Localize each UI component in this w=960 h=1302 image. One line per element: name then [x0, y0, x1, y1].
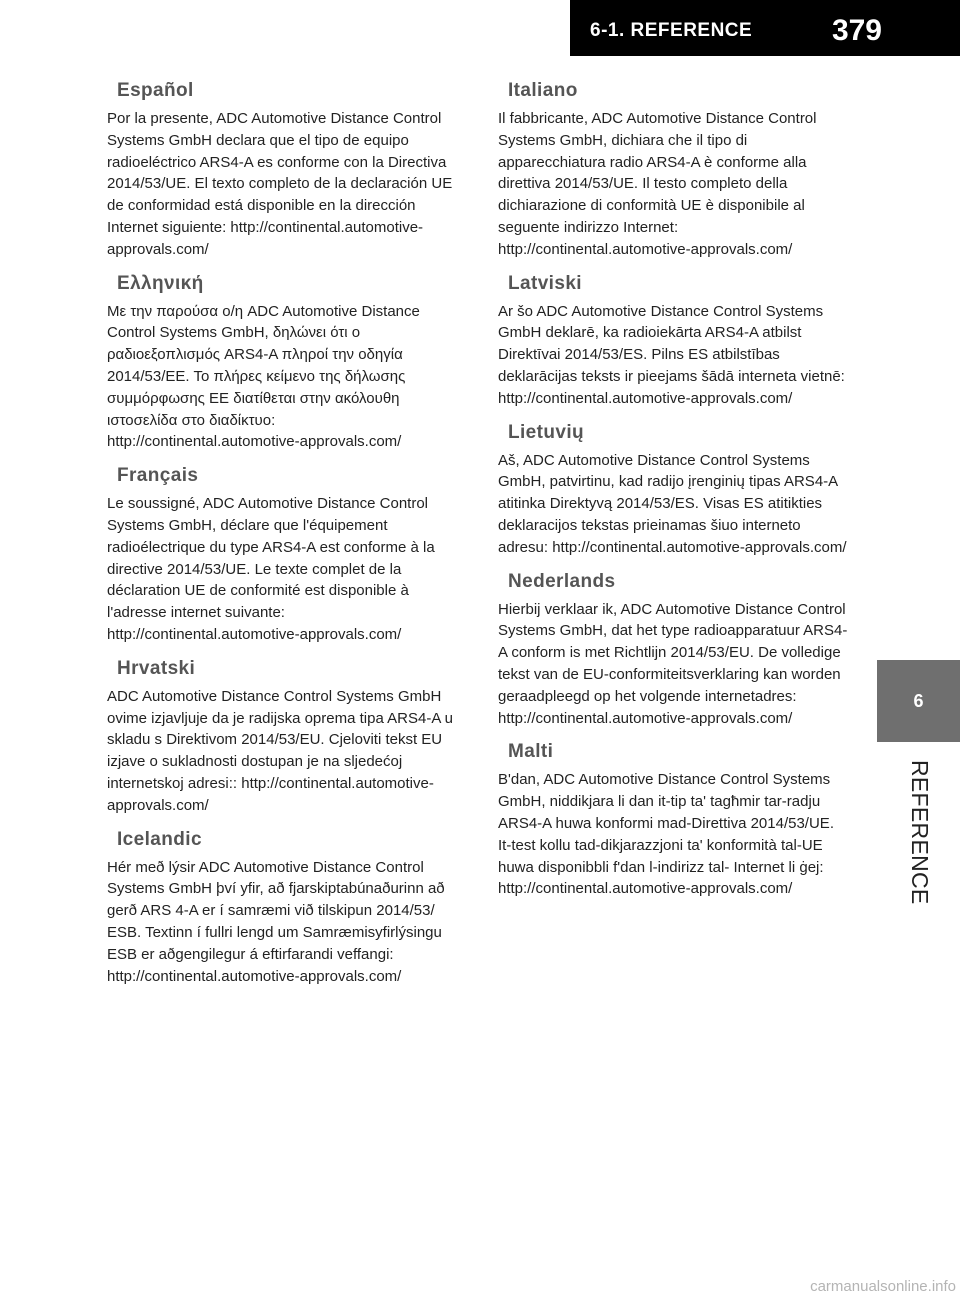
section-text: Hér með lýsir ADC Automotive Distance Control Systems GmbH því yfir, að fjarskiptabúnaðurinn að gerð ARS 4-A er í samræmi við tilskipun 2014/53/ ESB. Textinn í fullri lengd um Samræmisyfirlýsingu ESB er aðgengilegur á eftirfarandi veffangi: http://continental.automotive-approvals.com/ — [107, 858, 445, 985]
left-column — [107, 80, 465, 999]
section-text: Με την παρούσα ο/η ADC Automotive Distance Control Systems GmbH, δηλώνει ότι ο ραδιοεξοπλισμός ARS4-A πληροί την οδηγία 2014/53/ΕΕ. Το πλήρες κείμενο της δήλωσης συμμόρφωσης ΕΕ διατίθεται στην ακόλουθη ιστοσελίδα στο διαδίκτυο: http://continental.automotive-approvals.com/ — [107, 302, 420, 451]
section-heading: Español — [117, 80, 194, 101]
section-italiano — [498, 80, 850, 261]
section-text: ADC Automotive Distance Control Systems GmbH ovime izjavljuje da je radijska oprema tipa ARS4-A u skladu s Direktivom 2014/53/EU. Cjeloviti tekst EU izjave o sukladnosti dostupan je na sljedećoj internetskoj adresi:: http://continental.automotive-approvals.com/ — [107, 687, 454, 814]
section-espanol — [107, 80, 465, 261]
section-heading: Italiano — [508, 80, 578, 101]
section-heading: Nederlands — [508, 570, 616, 592]
section-text: Ar šo ADC Automotive Distance Control Systems GmbH deklarē, ka radioiekārta ARS4-A atbilst Direktīvai 2014/53/ES. Pilns ES atbilstības deklarācijas teksts ir pieejams šādā interneta vietnē: http://continental.automotive-approvals.com/ — [498, 302, 845, 407]
section-icelandic — [107, 829, 465, 988]
section-hrvatski — [107, 658, 465, 817]
section-heading: Malti — [508, 741, 554, 763]
right-column — [498, 80, 850, 912]
section-text: Il fabbricante, ADC Automotive Distance Control Systems GmbH, dichiara che il tipo di apparecchiatura radio ARS4-A è conforme alla direttiva 2014/53/UE. Il testo completo della dichiarazione di conformità UE è disponibile al seguente indirizzo Internet: http://continental.automotive-approvals.com/ — [498, 110, 817, 258]
section-heading: Icelandic — [117, 828, 202, 850]
section-francais — [107, 465, 465, 646]
section-heading: Latviski — [508, 272, 582, 294]
chapter-tab — [877, 660, 960, 742]
section-heading: Lietuvių — [508, 421, 585, 443]
section-heading: Ελληνική — [117, 272, 204, 294]
section-malti — [498, 741, 850, 900]
section-text: Le soussigné, ADC Automotive Distance Control Systems GmbH, déclare que l'équipement radioélectrique du type ARS4-A est conforme à la directive 2014/53/UE. Le texte complet de la déclaration UE de conformité est disponible à l'adresse internet suivante: http://continental.automotive-approvals.com/ — [107, 495, 435, 643]
section-text: Aš, ADC Automotive Distance Control Systems GmbH, patvirtinu, kad radijo įrenginių tipas ARS4-A atitinka Direktyvą 2014/53/ES. Visas ES atitikties deklaracijos tekstas prieinamas šiuo interneto adresu: http://continental.automotive-approvals.com/ — [498, 451, 847, 556]
section-heading: Français — [117, 465, 199, 487]
section-nederlands — [498, 571, 850, 730]
page-header — [570, 0, 960, 56]
section-lietuviu — [498, 422, 850, 559]
chapter-number: 6 — [913, 690, 924, 711]
section-text: Por la presente, ADC Automotive Distance Control Systems GmbH declara que el tipo de equipo radioeléctrico ARS4-A es conforme con la Directiva 2014/53/UE. El texto completo de la declaración UE de conformidad está disponible en la dirección Internet siguiente: http://continental.automotive-approvals.com/ — [107, 110, 453, 258]
section-text: Hierbij verklaar ik, ADC Automotive Distance Control Systems GmbH, dat het type radioapparatuur ARS4-A conform is met Richtlijn 2014/53/EU. De volledige tekst van de EU-conformiteitsverklaring kan worden geraadpleegd op het volgende internetadres: http://continental.automotive-approvals.com/ — [498, 600, 848, 727]
section-ellinika — [107, 273, 465, 454]
section-latviski — [498, 273, 850, 410]
page-number: 379 — [831, 14, 882, 47]
section-heading: Hrvatski — [117, 657, 196, 679]
watermark-text: carmanualsonline.info — [810, 1278, 956, 1295]
section-title: 6-1. REFERENCE — [590, 20, 753, 41]
chapter-label: REFERENCE — [907, 760, 933, 905]
section-text: B'dan, ADC Automotive Distance Control Systems GmbH, niddikjara li dan it-tip ta' tagħmir tar-radju ARS4-A huwa konformi mad-Direttiva 2014/53/UE. It-test kollu tad-dikjarazzjoni ta' konformità tal-UE huwa disponibbli f'dan l-indirizz tal- Internet li ġej: http://continental.automotive-approvals.com/ — [498, 771, 834, 898]
